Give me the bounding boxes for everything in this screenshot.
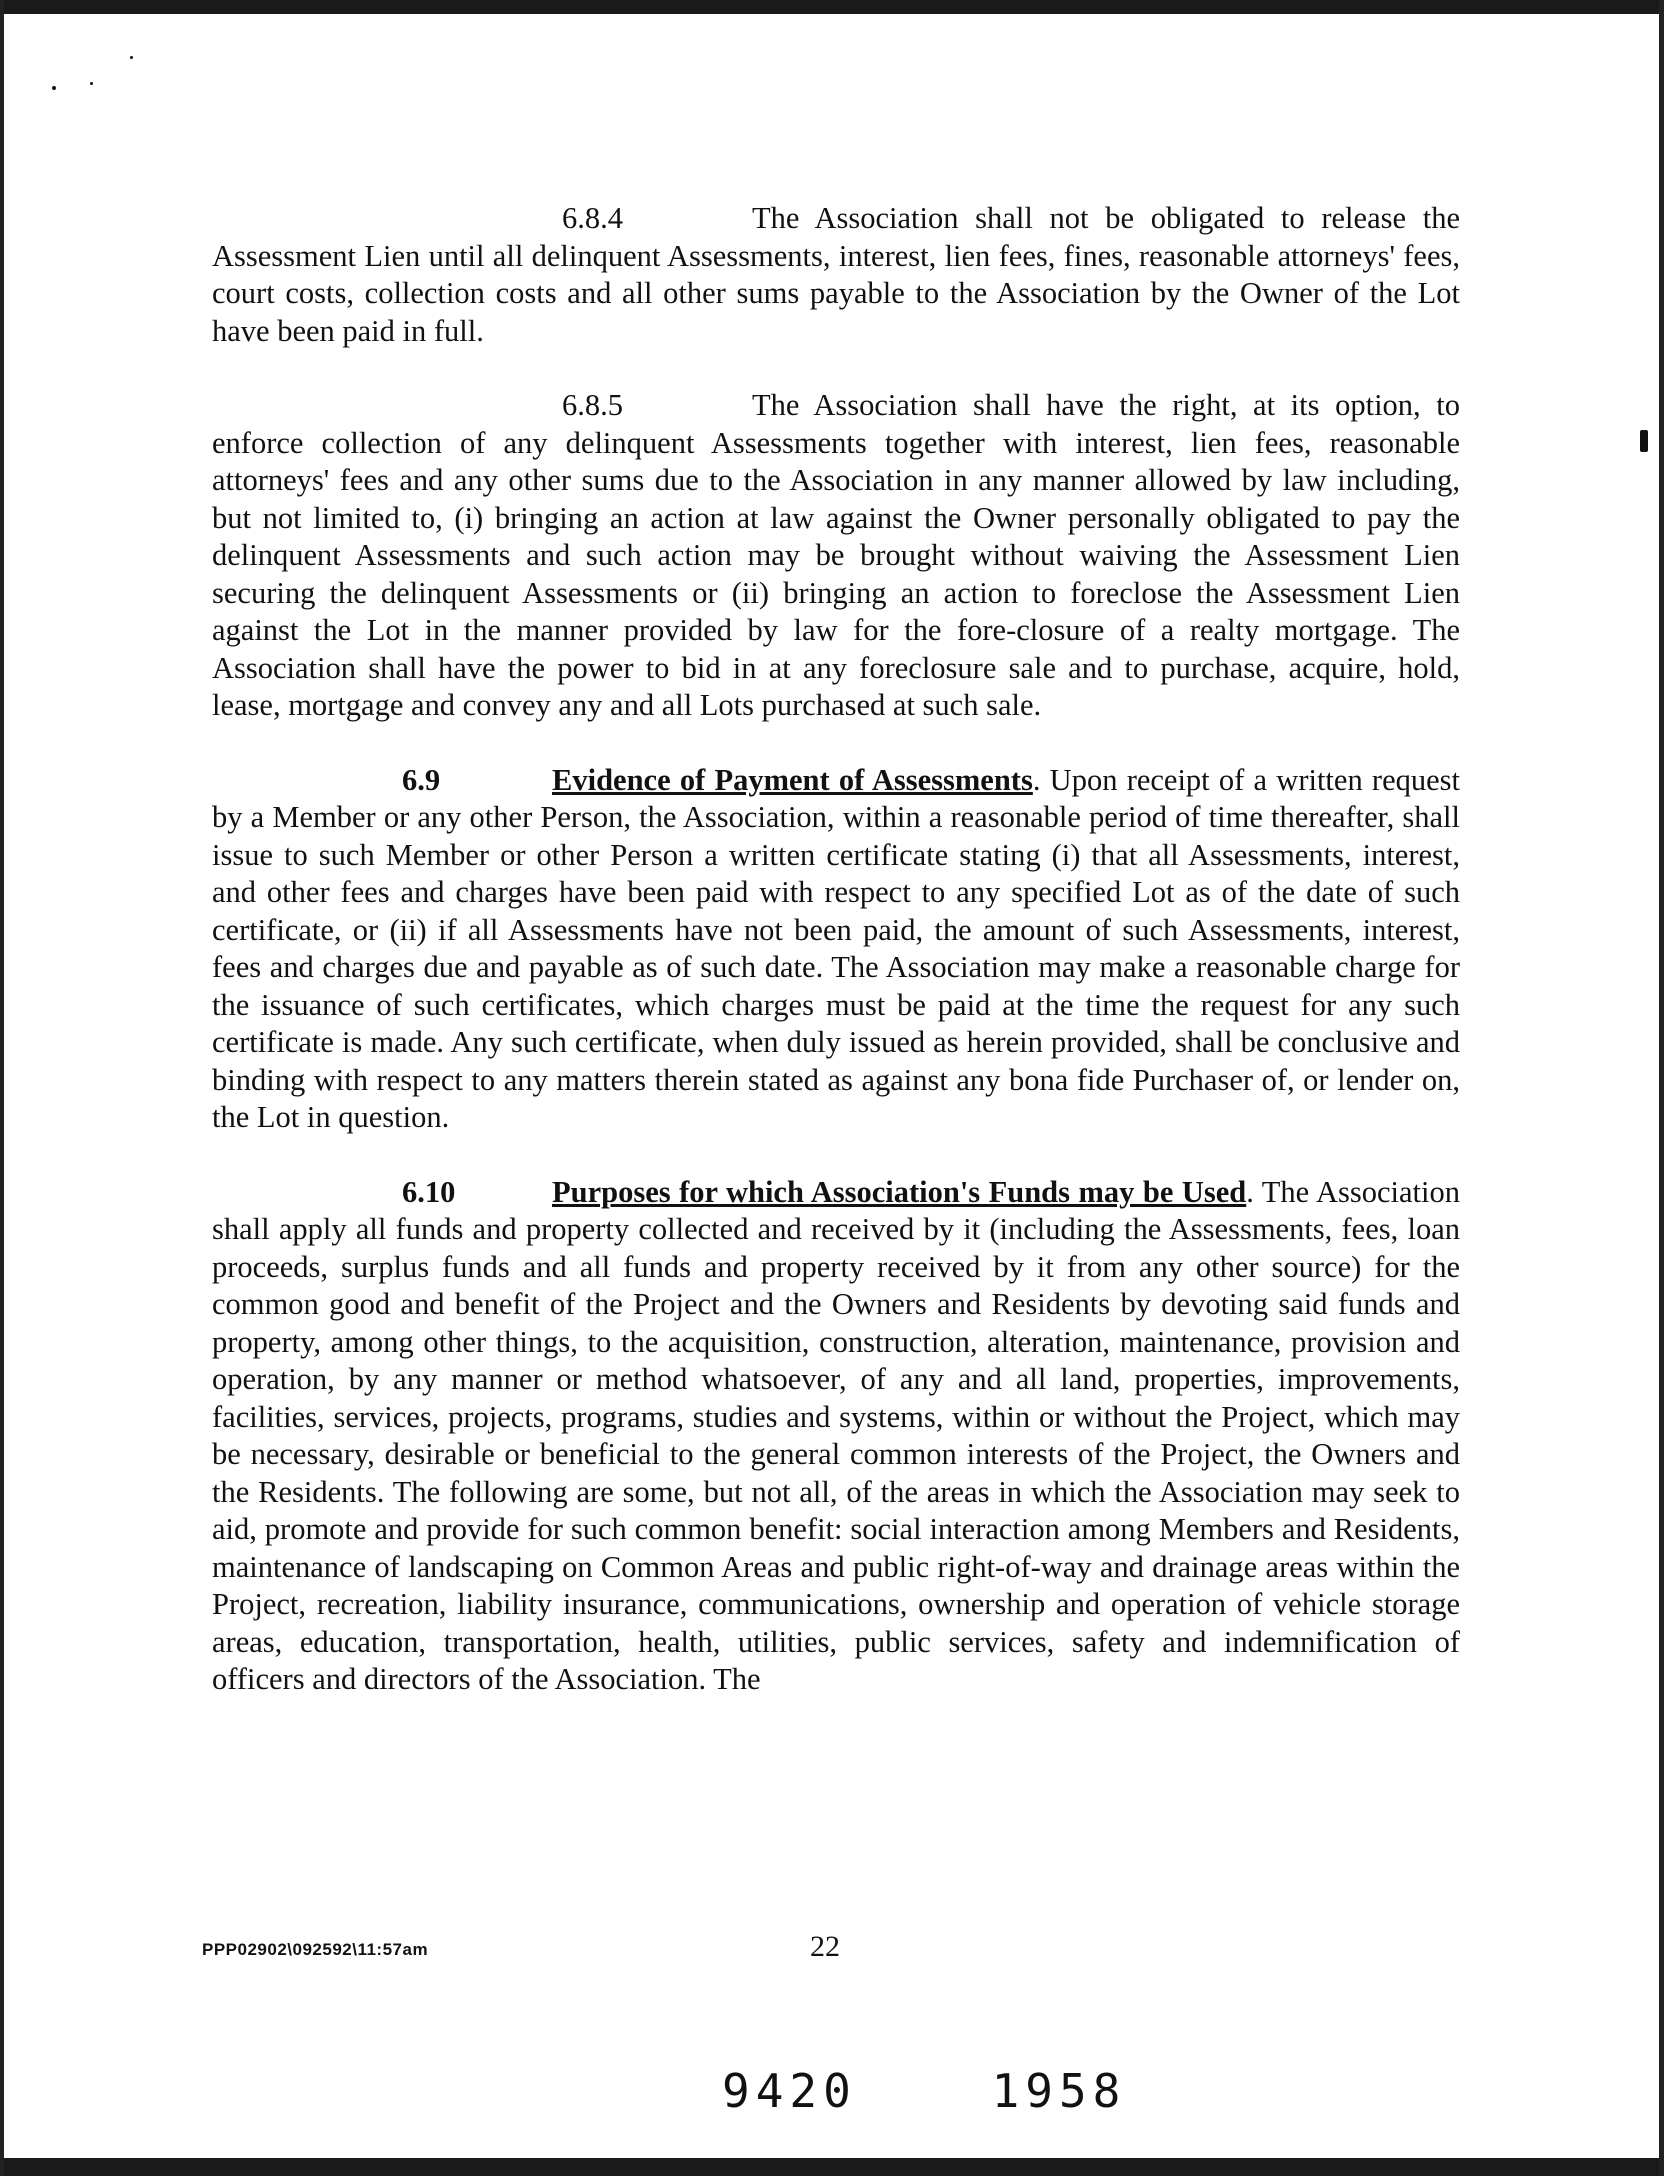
stamp-left: 9420 [722, 2064, 857, 2118]
scan-speck [1640, 430, 1648, 452]
scan-edge-left [0, 0, 4, 2176]
section-number: 6.8.4 [562, 201, 623, 235]
section-number: 6.10 [402, 1174, 456, 1209]
paragraph-6-8-5 [212, 387, 1460, 725]
footer-file-code: PPP02902\092592\11:57am [202, 1940, 429, 1959]
section-number: 6.8.5 [562, 388, 623, 422]
paragraph-text: . The Association shall apply all funds and property collected and received by it (including the Assessments, fees, loan proceeds, surplus funds and all funds and property received by it from any other source) for the common good and benefit of the Project and the Owners and Residents by devoting said funds and property, among other things, to the acquisition, construction, alteration, maintenance, provision and operation, by any manner or method whatsoever, of any and all land, properties, improvements, facilities, services, projects, programs, studies and systems, within or without the Project, which may be necessary, desirable or beneficial to the general common interests of the Project, the Owners and the Residents. The following are some, but not all, of the areas in which the Association may seek to aid, promote and provide for such common benefit: social interaction among Members and Residents, maintenance of landscaping on Common Areas and public right-of-way and drainage areas within the Project, recreation, liability insurance, communications, ownership and operation of vehicle storage areas, education, transportation, health, utilities, public services, safety and indemnification of officers and directors of the Association. The [212, 1174, 1460, 1696]
scan-speck [130, 56, 133, 59]
paragraph-text: The Association shall not be obligated to release the Assessment Lien until all delinquent Assessments, interest, lien fees, fines, reasonable attorneys' fees, court costs, collection costs and all other sums payable to the Association by the Owner of the Lot have been paid in full. [212, 201, 1460, 348]
paragraph-6-10 [212, 1174, 1460, 1699]
paragraph-text: . Upon receipt of a written request by a Member or any other Person, the Association, within a reasonable period of time thereafter, shall issue to such Member or other Person a written certificate stating (i) that all Assessments, interest, and other fees and charges have been paid with respect to any specified Lot as of the date of such certificate, or (ii) if all Assessments have not been paid, the amount of such Assessments, interest, fees and charges due and payable as of such date. The Association may make a reasonable charge for the issuance of such certificates, which charges must be paid at the time the request for any such certificate is made. Any such certificate, when duly issued as herein provided, shall be conclusive and binding with respect to any matters therein stated as against any bona fide Purchaser of, or lender on, the Lot in question. [212, 762, 1460, 1134]
stamp-right: 1958 [991, 2064, 1127, 2118]
paragraph-text: The Association shall have the right, at its option, to enforce collection of any delinquent Assessments together with interest, lien fees, reasonable attorneys' fees and any other sums due to the Association in any manner allowed by law including, but not limited to, (i) bringing an action at law against the Owner personally obligated to pay the delinquent Assessments and such action may be brought without waiving the Assessment Lien securing the delinquent Assessments or (ii) bringing an action to foreclose the Assessment Lien against the Lot in the manner provided by law for the fore-closure of a realty mortgage. The Association shall have the power to bid in at any foreclosure sale and to purchase, acquire, hold, lease, mortgage and convey any and all Lots purchased at such sale. [212, 388, 1460, 722]
bates-stamp [722, 2064, 1126, 2118]
scan-edge-right [1659, 0, 1664, 2176]
section-heading: Evidence of Payment of Assessments [552, 762, 1033, 797]
section-number: 6.9 [402, 762, 441, 797]
section-heading: Purposes for which Association's Funds may be Used [552, 1174, 1247, 1209]
scan-speck [90, 82, 93, 85]
scan-speck [52, 86, 56, 90]
scan-edge-top [0, 0, 1664, 14]
paragraph-6-8-4 [212, 200, 1460, 350]
page-number: 22 [810, 1930, 840, 1963]
document-body [212, 200, 1460, 1736]
scan-edge-bottom [0, 2158, 1664, 2176]
paragraph-6-9 [212, 762, 1460, 1137]
